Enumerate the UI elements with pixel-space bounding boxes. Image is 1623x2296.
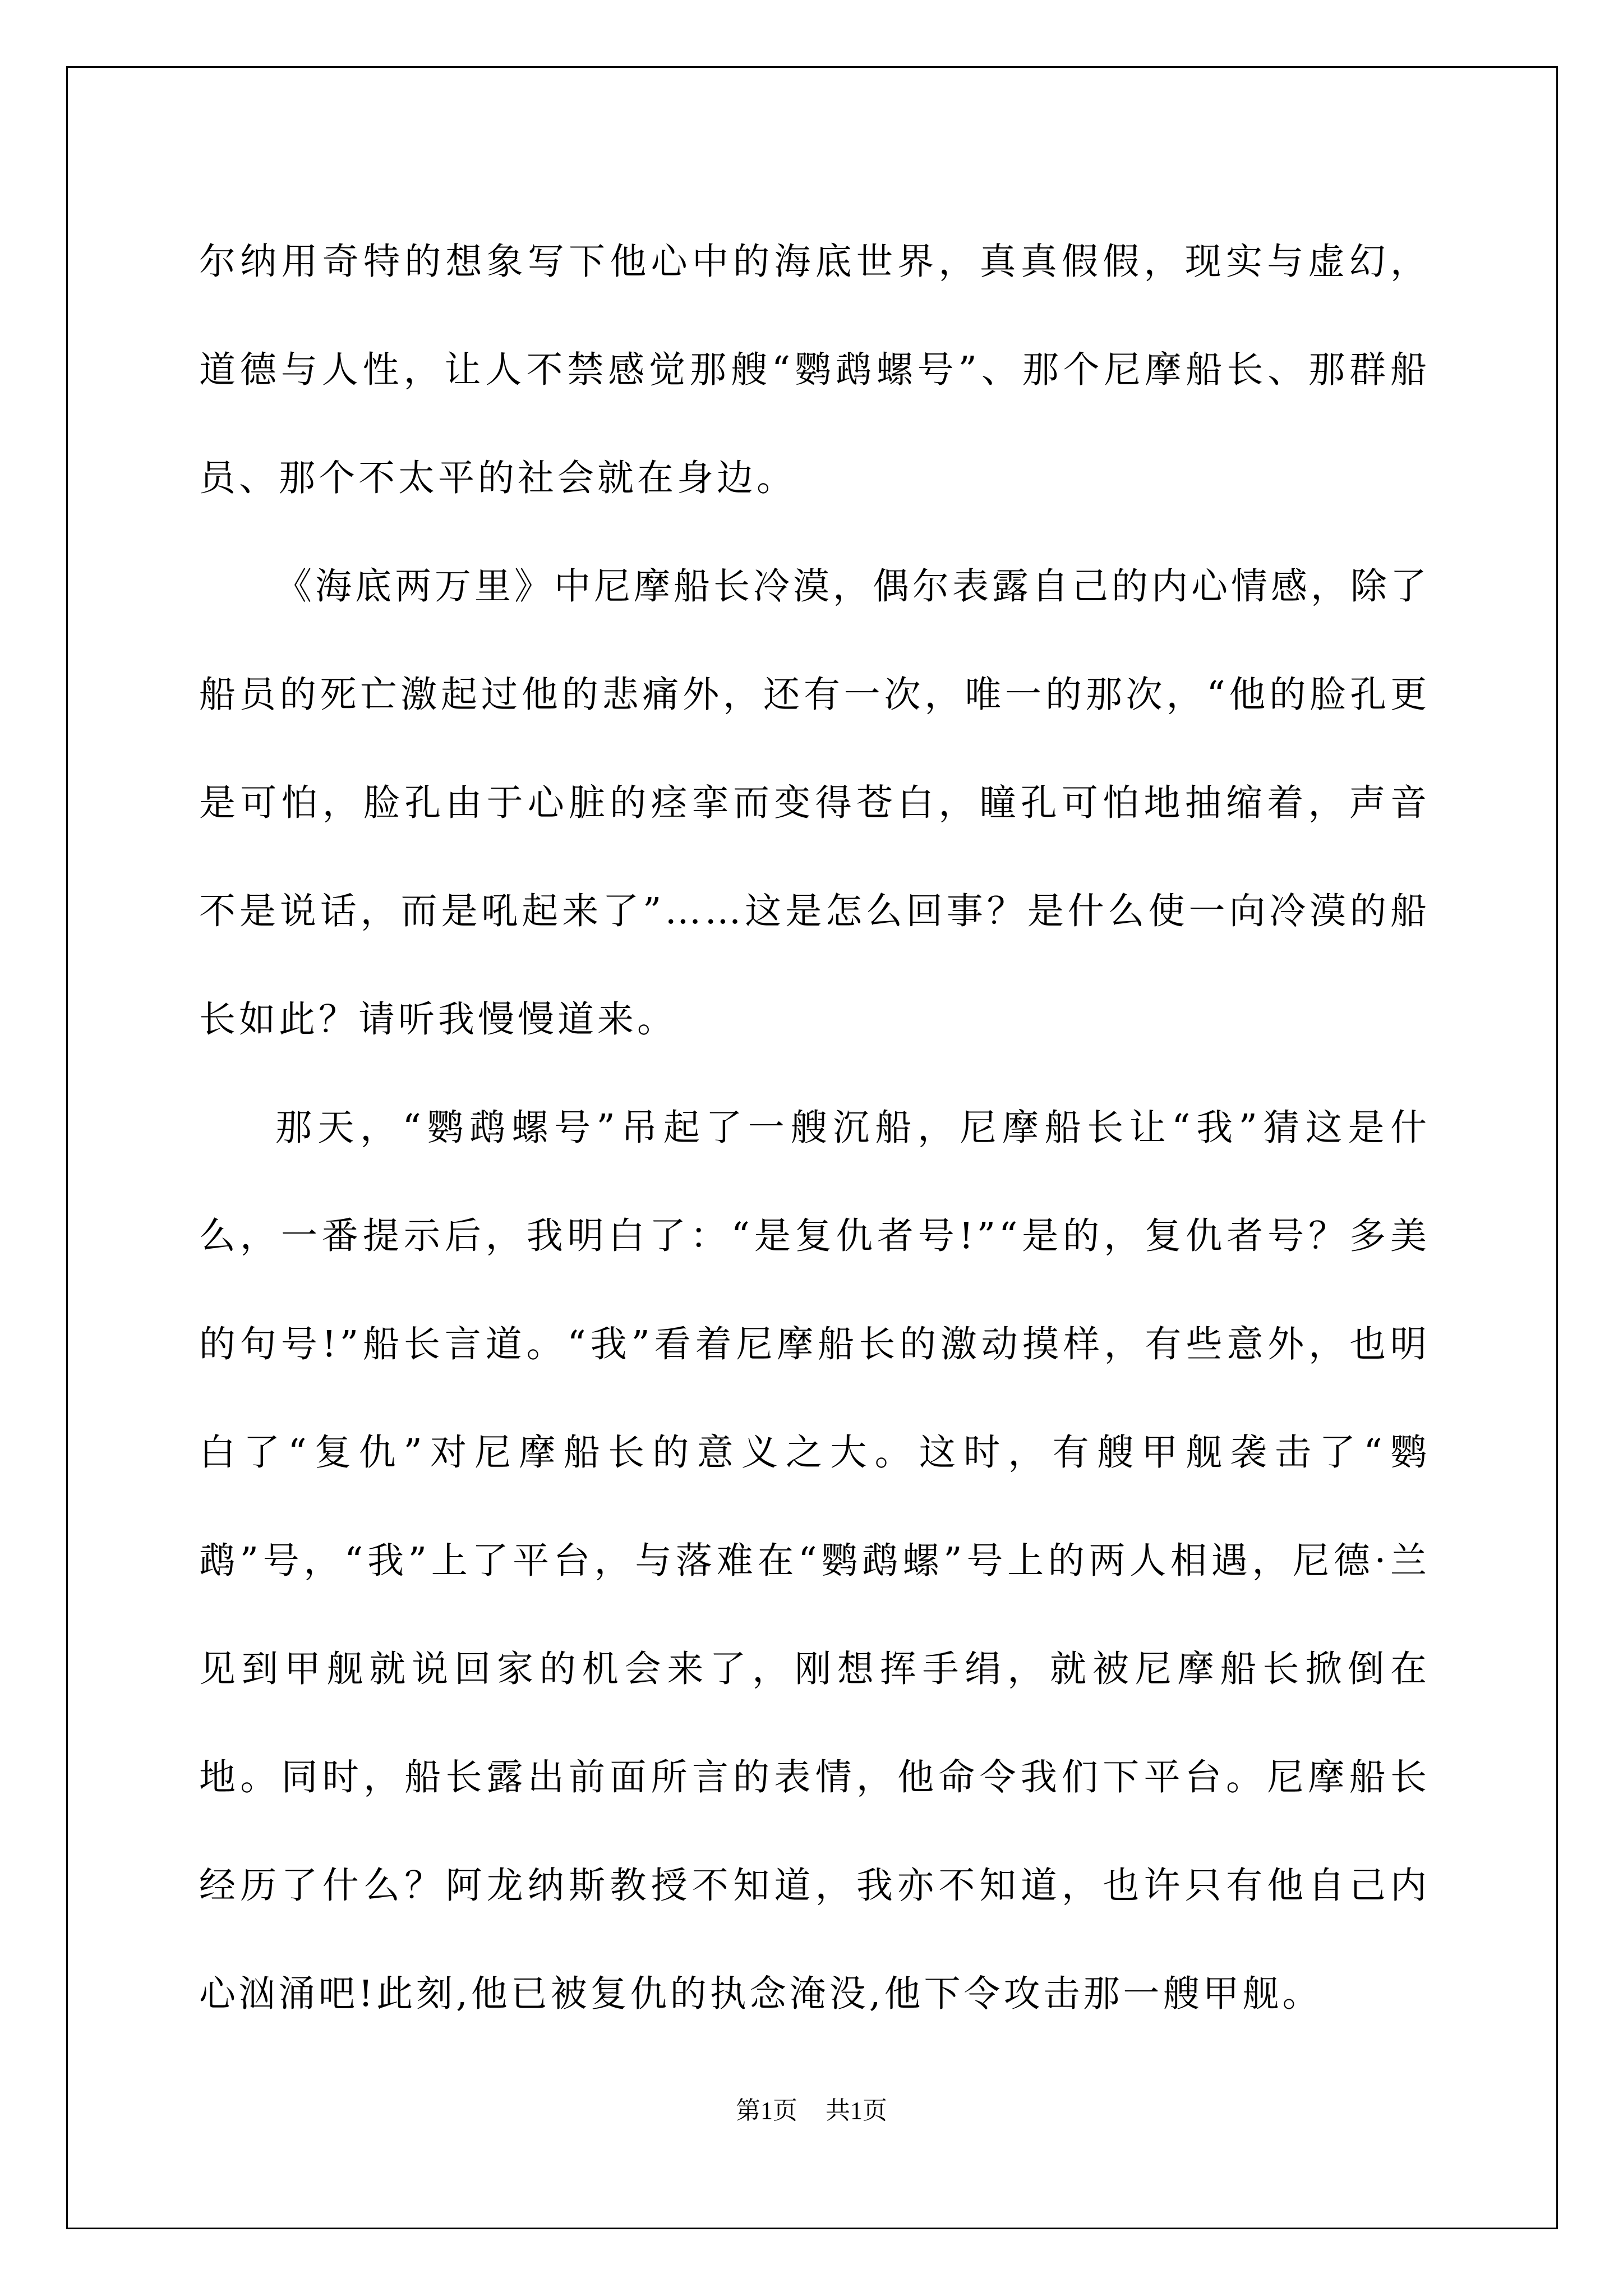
paragraph-3: 那天，“鹦鹉螺号”吊起了一艘沉船，尼摩船长让“我”猜这是什么，一番提示后，我明白了：“是复仇者号!”“是的，复仇者号？多美的句号!”船长言道。“我”看着尼摩船长的激动摸样，有些意外，也明白了“复仇”对尼摩船长的意义之大。这时，有艘甲舰袭击了“鹦鹉”号，“我”上了平台，与落难在“鹦鹉螺”号上的两人相遇，尼德·兰见到甲舰就说回家的机会来了，刚想挥手绢，就被尼摩船长掀倒在地。同时，船长露出前面所言的表情，他命令我们下平台。尼摩船长经历了什么？阿龙纳斯教授不知道，我亦不知道，也许只有他自己内心汹涌吧!此刻,他已被复仇的执念淹没,他下令攻击那一艘甲舰。 — [199, 1107, 1430, 2015]
paragraph-1: 尔纳用奇特的想象写下他心中的海底世界，真真假假，现实与虚幻，道德与人性，让人不禁感觉那艘“鹦鹉螺号”、那个尼摩船长、那群船员、那个不太平的社会就在身边。 — [199, 241, 1430, 499]
paragraph-2: 《海底两万里》中尼摩船长冷漠，偶尔表露自己的内心情感，除了船员的死亡激起过他的悲痛外，还有一次，唯一的那次，“他的脸孔更是可怕，脸孔由于心脏的痉挛而变得苍白，瞳孔可怕地抽缩着，声音不是说话，而是吼起来了”……这是怎么回事？是什么使一向冷漠的船长如此？请听我慢慢道来。 — [199, 565, 1431, 1041]
document-body — [199, 208, 1430, 2048]
page-footer — [0, 2094, 1623, 2128]
page-number-total: 共1页 — [826, 2097, 887, 2124]
page-number-current: 第1页 — [736, 2097, 797, 2124]
